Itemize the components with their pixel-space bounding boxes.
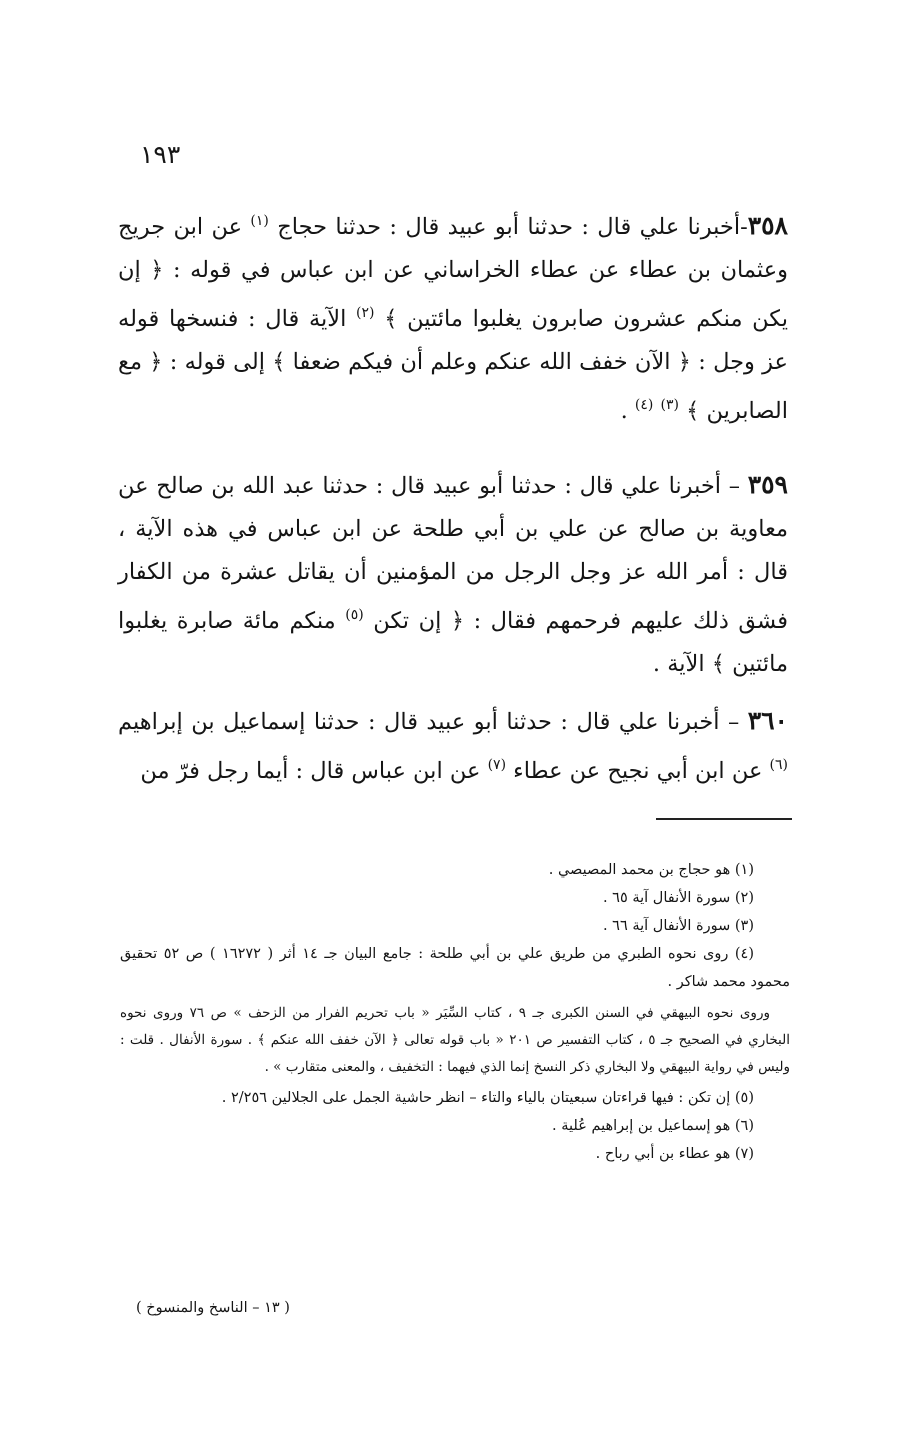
- paragraph-text: -أخبرنا علي قال : حدثنا أبو عبيد قال : حدثنا حجاج: [268, 214, 748, 240]
- paragraph-text: – أخبرنا علي قال : حدثنا أبو عبيد قال : حدثنا عبد الله بن صالح عن معاوية بن صالح عن علي بن أبي طلحة عن ابن عباس في هذه الآية ، قال : أمر الله عز وجل الرجل من المؤمنين أن يقاتل عشرة من الكفار فشق ذلك عليهم فرحمهم فقال : ﴿ إن تكن: [118, 473, 788, 634]
- paragraph-text: منكم مائة صابرة يغلبوا مائتين ﴾ الآية .: [118, 608, 788, 677]
- page-number: ١٩٣: [140, 140, 181, 169]
- paragraph-360: [118, 699, 788, 793]
- hadith-number: ٣٦٠: [747, 706, 788, 735]
- footnote-4-continued: وروى نحوه البيهقي في السنن الكبرى جـ ٩ ، كتاب السِّيَر « باب تحريم الفرار من الزحف » ص ٧٦ وروى نحوه البخاري في الصحيح جـ ٥ ، كتاب التفسير ص ٢٠١ « باب قوله تعالى ﴿ الآن خفف الله عنكم ﴾ . سورة الأنفال . قلت : وليس في رواية البيهقي ولا البخاري ذكر النسخ إنما الذي فيهما : التخفيف ، والمعنى متقارب » .: [120, 1005, 790, 1075]
- footnote-7: (٧) هو عطاء بن أبي رباح .: [595, 1146, 754, 1162]
- signature-line: ( ١٣ – الناسخ والمنسوخ ): [136, 1300, 290, 1316]
- footnotes: [120, 856, 790, 1168]
- paragraph-text: [653, 398, 660, 424]
- footnote-ref: (٢): [356, 305, 375, 321]
- footnote-ref: (٥): [345, 607, 364, 623]
- footnote-1: (١) هو حجاج بن محمد المصيصي .: [548, 862, 754, 878]
- paragraph-text: عن ابن عباس قال : أيما رجل فرّ من: [140, 758, 488, 784]
- paragraph-text: – أخبرنا علي قال : حدثنا أبو عبيد قال : حدثنا إسماعيل بن إبراهيم: [118, 709, 748, 735]
- paragraph-text: .: [620, 398, 635, 424]
- footnote-ref: (٤): [634, 397, 654, 413]
- paragraph-358: [118, 200, 788, 433]
- footnote-6: (٦) هو إسماعيل بن إبراهيم عُلية .: [552, 1118, 754, 1134]
- paragraph-text: عن ابن أبي نجيح عن عطاء: [506, 758, 770, 784]
- footnote-4: (٤) روى نحوه الطبري من طريق علي بن أبي طلحة : جامع البيان جـ ١٤ أثر ( ١٦٢٧٢ ) ص ٥٢ تحقيق محمود محمد شاكر .: [120, 946, 790, 990]
- footnote-2: (٢) سورة الأنفال آية ٦٥ .: [602, 890, 754, 906]
- footnote-separator: [656, 818, 792, 820]
- footnote-ref: (٣): [660, 397, 679, 413]
- footnote-ref: (٦): [769, 757, 788, 773]
- footnote-ref: (٧): [487, 757, 507, 773]
- hadith-number: ٣٥٩: [747, 470, 788, 499]
- footnote-3: (٣) سورة الأنفال آية ٦٦ .: [602, 918, 754, 934]
- footnote-5: (٥) إن تكن : فيها قراءتان سبعيتان بالياء والتاء – انظر حاشية الجمل على الجلالين ٢/٢٥٦ .: [221, 1090, 754, 1106]
- footnote-ref: (١): [250, 213, 269, 229]
- paragraph-text: عن ابن جريج وعثمان بن عطاء عن عطاء الخراساني عن ابن عباس في قوله : ﴿ إن يكن منكم عشرون صابرون يغلبوا مائتين ﴾: [118, 214, 788, 332]
- hadith-number: ٣٥٨: [747, 211, 788, 240]
- paragraph-359: [118, 463, 788, 686]
- main-text: [118, 200, 788, 793]
- paragraph-text: الآية قال : فنسخها قوله عز وجل : ﴿ الآن خفف الله عنكم وعلم أن فيكم ضعفا ﴾ إلى قوله : ﴿ مع الصابرين ﴾: [118, 306, 788, 424]
